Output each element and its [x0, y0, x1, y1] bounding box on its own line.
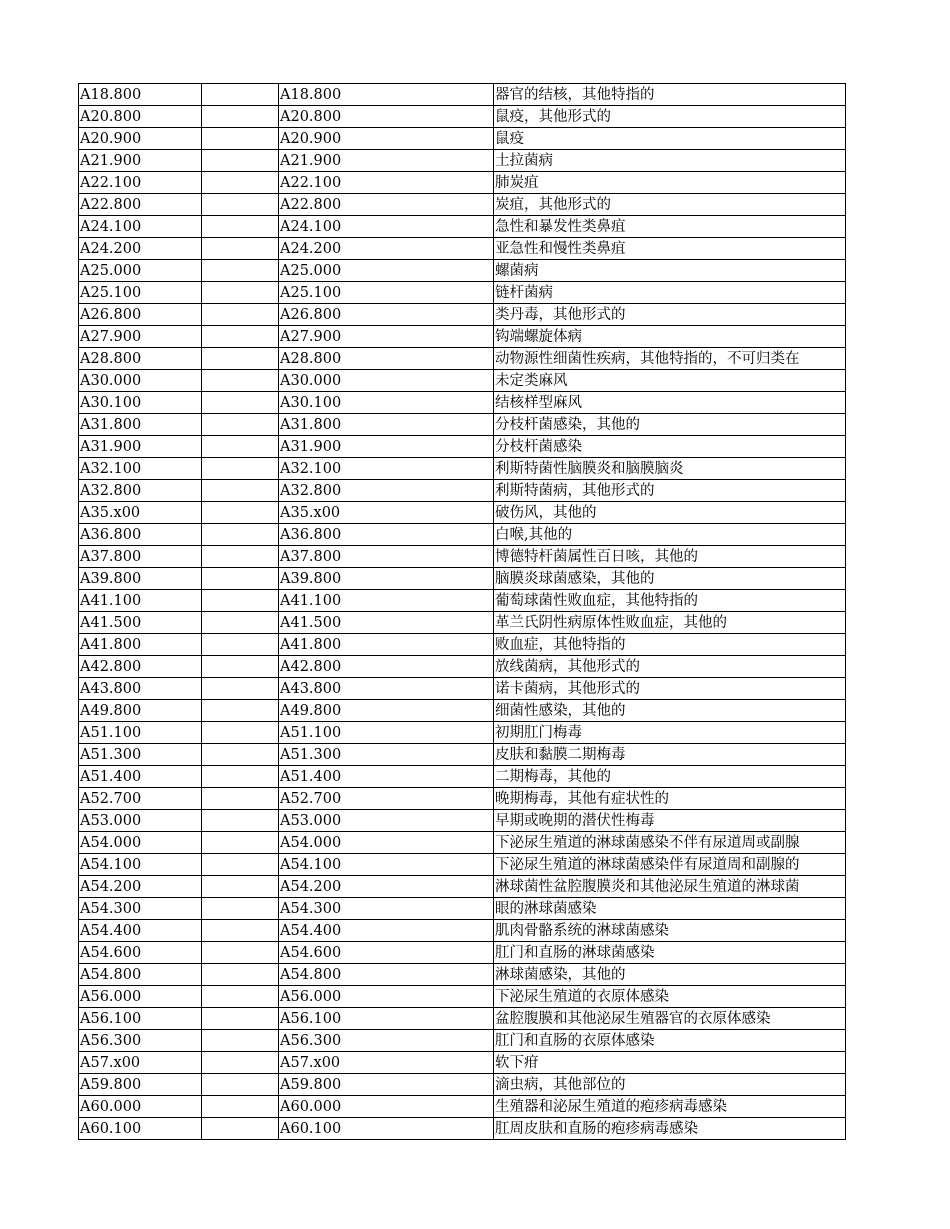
table-row [79, 920, 846, 942]
table-row [79, 634, 846, 656]
mapped-code-cell: A54.000 [279, 832, 494, 854]
blank-cell [202, 436, 279, 458]
source-code-cell: A26.800 [79, 304, 202, 326]
table-row [79, 436, 846, 458]
table-row [79, 216, 846, 238]
mapped-code-cell: A60.000 [279, 1096, 494, 1118]
blank-cell [202, 216, 279, 238]
description-cell: 破伤风，其他的 [494, 502, 846, 524]
mapped-code-cell: A51.300 [279, 744, 494, 766]
blank-cell [202, 744, 279, 766]
source-code-cell: A51.100 [79, 722, 202, 744]
source-code-cell: A54.100 [79, 854, 202, 876]
blank-cell [202, 546, 279, 568]
blank-cell [202, 172, 279, 194]
description-cell: 分枝杆菌感染，其他的 [494, 414, 846, 436]
blank-cell [202, 502, 279, 524]
mapped-code-cell: A56.300 [279, 1030, 494, 1052]
blank-cell [202, 392, 279, 414]
source-code-cell: A20.900 [79, 128, 202, 150]
table-row [79, 172, 846, 194]
blank-cell [202, 282, 279, 304]
mapped-code-cell: A28.800 [279, 348, 494, 370]
blank-cell [202, 194, 279, 216]
description-cell: 二期梅毒，其他的 [494, 766, 846, 788]
description-cell: 肛周皮肤和直肠的疱疹病毒感染 [494, 1118, 846, 1140]
description-cell: 晚期梅毒，其他有症状性的 [494, 788, 846, 810]
table-row [79, 722, 846, 744]
table-row [79, 84, 846, 106]
description-cell: 下泌尿生殖道的淋球菌感染伴有尿道周和副腺的 [494, 854, 846, 876]
blank-cell [202, 920, 279, 942]
mapped-code-cell: A27.900 [279, 326, 494, 348]
blank-cell [202, 370, 279, 392]
table-row [79, 766, 846, 788]
source-code-cell: A57.x00 [79, 1052, 202, 1074]
mapped-code-cell: A20.800 [279, 106, 494, 128]
mapped-code-cell: A54.100 [279, 854, 494, 876]
source-code-cell: A51.400 [79, 766, 202, 788]
description-cell: 炭疽，其他形式的 [494, 194, 846, 216]
source-code-cell: A22.100 [79, 172, 202, 194]
description-cell: 利斯特菌病，其他形式的 [494, 480, 846, 502]
description-cell: 脑膜炎球菌感染，其他的 [494, 568, 846, 590]
description-cell: 亚急性和慢性类鼻疽 [494, 238, 846, 260]
source-code-cell: A59.800 [79, 1074, 202, 1096]
mapped-code-cell: A43.800 [279, 678, 494, 700]
table-row [79, 854, 846, 876]
blank-cell [202, 480, 279, 502]
mapped-code-cell: A41.800 [279, 634, 494, 656]
source-code-cell: A32.800 [79, 480, 202, 502]
blank-cell [202, 238, 279, 260]
description-cell: 滴虫病，其他部位的 [494, 1074, 846, 1096]
source-code-cell: A56.100 [79, 1008, 202, 1030]
source-code-cell: A35.x00 [79, 502, 202, 524]
blank-cell [202, 458, 279, 480]
source-code-cell: A30.100 [79, 392, 202, 414]
table-row [79, 1074, 846, 1096]
table-row [79, 986, 846, 1008]
table-row [79, 282, 846, 304]
table-row [79, 392, 846, 414]
mapped-code-cell: A54.300 [279, 898, 494, 920]
blank-cell [202, 326, 279, 348]
mapped-code-cell: A49.800 [279, 700, 494, 722]
mapped-code-cell: A32.100 [279, 458, 494, 480]
description-cell: 链杆菌病 [494, 282, 846, 304]
source-code-cell: A24.200 [79, 238, 202, 260]
table-row [79, 1118, 846, 1140]
description-cell: 初期肛门梅毒 [494, 722, 846, 744]
source-code-cell: A25.100 [79, 282, 202, 304]
mapped-code-cell: A31.800 [279, 414, 494, 436]
source-code-cell: A37.800 [79, 546, 202, 568]
mapped-code-cell: A31.900 [279, 436, 494, 458]
table-row [79, 502, 846, 524]
description-cell: 肺炭疽 [494, 172, 846, 194]
mapped-code-cell: A53.000 [279, 810, 494, 832]
description-cell: 肛门和直肠的淋球菌感染 [494, 942, 846, 964]
description-cell: 土拉菌病 [494, 150, 846, 172]
mapped-code-cell: A54.800 [279, 964, 494, 986]
blank-cell [202, 260, 279, 282]
table-row [79, 1096, 846, 1118]
table-row [79, 568, 846, 590]
description-cell: 肌肉骨骼系统的淋球菌感染 [494, 920, 846, 942]
source-code-cell: A53.000 [79, 810, 202, 832]
mapped-code-cell: A57.x00 [279, 1052, 494, 1074]
mapped-code-cell: A39.800 [279, 568, 494, 590]
description-cell: 细菌性感染，其他的 [494, 700, 846, 722]
table-row [79, 1052, 846, 1074]
mapped-code-cell: A41.100 [279, 590, 494, 612]
source-code-cell: A36.800 [79, 524, 202, 546]
blank-cell [202, 1096, 279, 1118]
blank-cell [202, 1052, 279, 1074]
blank-cell [202, 788, 279, 810]
blank-cell [202, 678, 279, 700]
mapped-code-cell: A56.000 [279, 986, 494, 1008]
description-cell: 软下疳 [494, 1052, 846, 1074]
mapped-code-cell: A26.800 [279, 304, 494, 326]
mapped-code-cell: A30.000 [279, 370, 494, 392]
table-row [79, 194, 846, 216]
table-row [79, 942, 846, 964]
description-cell: 淋球菌性盆腔腹膜炎和其他泌尿生殖道的淋球菌 [494, 876, 846, 898]
blank-cell [202, 722, 279, 744]
blank-cell [202, 84, 279, 106]
mapped-code-cell: A25.000 [279, 260, 494, 282]
blank-cell [202, 942, 279, 964]
mapped-code-cell: A41.500 [279, 612, 494, 634]
source-code-cell: A54.200 [79, 876, 202, 898]
source-code-cell: A49.800 [79, 700, 202, 722]
table-row [79, 128, 846, 150]
description-cell: 鼠疫，其他形式的 [494, 106, 846, 128]
mapped-code-cell: A18.800 [279, 84, 494, 106]
table-row [79, 458, 846, 480]
mapped-code-cell: A54.600 [279, 942, 494, 964]
source-code-cell: A41.100 [79, 590, 202, 612]
source-code-cell: A25.000 [79, 260, 202, 282]
blank-cell [202, 150, 279, 172]
mapped-code-cell: A36.800 [279, 524, 494, 546]
description-cell: 肛门和直肠的衣原体感染 [494, 1030, 846, 1052]
source-code-cell: A32.100 [79, 458, 202, 480]
blank-cell [202, 964, 279, 986]
source-code-cell: A27.900 [79, 326, 202, 348]
table-row [79, 964, 846, 986]
blank-cell [202, 656, 279, 678]
description-cell: 器官的结核，其他特指的 [494, 84, 846, 106]
description-cell: 动物源性细菌性疾病，其他特指的，不可归类在 [494, 348, 846, 370]
mapped-code-cell: A59.800 [279, 1074, 494, 1096]
code-table [78, 83, 846, 1140]
table-row [79, 546, 846, 568]
blank-cell [202, 876, 279, 898]
source-code-cell: A41.500 [79, 612, 202, 634]
description-cell: 盆腔腹膜和其他泌尿生殖器官的衣原体感染 [494, 1008, 846, 1030]
table-row [79, 744, 846, 766]
description-cell: 未定类麻风 [494, 370, 846, 392]
source-code-cell: A52.700 [79, 788, 202, 810]
description-cell: 下泌尿生殖道的淋球菌感染不伴有尿道周或副腺 [494, 832, 846, 854]
table-row [79, 150, 846, 172]
mapped-code-cell: A51.100 [279, 722, 494, 744]
description-cell: 生殖器和泌尿生殖道的疱疹病毒感染 [494, 1096, 846, 1118]
source-code-cell: A56.000 [79, 986, 202, 1008]
mapped-code-cell: A24.100 [279, 216, 494, 238]
mapped-code-cell: A20.900 [279, 128, 494, 150]
description-cell: 结核样型麻风 [494, 392, 846, 414]
blank-cell [202, 832, 279, 854]
source-code-cell: A54.000 [79, 832, 202, 854]
mapped-code-cell: A51.400 [279, 766, 494, 788]
source-code-cell: A24.100 [79, 216, 202, 238]
description-cell: 早期或晚期的潜伏性梅毒 [494, 810, 846, 832]
description-cell: 放线菌病，其他形式的 [494, 656, 846, 678]
source-code-cell: A51.300 [79, 744, 202, 766]
table-row [79, 876, 846, 898]
table-row [79, 480, 846, 502]
description-cell: 革兰氏阴性病原体性败血症，其他的 [494, 612, 846, 634]
blank-cell [202, 766, 279, 788]
source-code-cell: A54.600 [79, 942, 202, 964]
table-row [79, 700, 846, 722]
description-cell: 眼的淋球菌感染 [494, 898, 846, 920]
source-code-cell: A20.800 [79, 106, 202, 128]
table-row [79, 1008, 846, 1030]
blank-cell [202, 414, 279, 436]
table-row [79, 810, 846, 832]
source-code-cell: A18.800 [79, 84, 202, 106]
mapped-code-cell: A25.100 [279, 282, 494, 304]
description-cell: 败血症，其他特指的 [494, 634, 846, 656]
mapped-code-cell: A54.400 [279, 920, 494, 942]
table-row [79, 1030, 846, 1052]
table-row [79, 788, 846, 810]
table-row [79, 260, 846, 282]
blank-cell [202, 634, 279, 656]
description-cell: 淋球菌感染，其他的 [494, 964, 846, 986]
source-code-cell: A31.800 [79, 414, 202, 436]
source-code-cell: A43.800 [79, 678, 202, 700]
mapped-code-cell: A24.200 [279, 238, 494, 260]
description-cell: 类丹毒，其他形式的 [494, 304, 846, 326]
table-row [79, 238, 846, 260]
table-row [79, 678, 846, 700]
source-code-cell: A22.800 [79, 194, 202, 216]
table-row [79, 524, 846, 546]
blank-cell [202, 106, 279, 128]
description-cell: 博德特杆菌属性百日咳，其他的 [494, 546, 846, 568]
table-row [79, 348, 846, 370]
table-row [79, 414, 846, 436]
blank-cell [202, 1118, 279, 1140]
mapped-code-cell: A22.100 [279, 172, 494, 194]
table-row [79, 656, 846, 678]
description-cell: 下泌尿生殖道的衣原体感染 [494, 986, 846, 1008]
source-code-cell: A60.100 [79, 1118, 202, 1140]
mapped-code-cell: A54.200 [279, 876, 494, 898]
description-cell: 分枝杆菌感染 [494, 436, 846, 458]
table-row [79, 612, 846, 634]
table-row [79, 304, 846, 326]
description-cell: 急性和暴发性类鼻疽 [494, 216, 846, 238]
blank-cell [202, 854, 279, 876]
table-row [79, 106, 846, 128]
description-cell: 鼠疫 [494, 128, 846, 150]
source-code-cell: A60.000 [79, 1096, 202, 1118]
source-code-cell: A54.800 [79, 964, 202, 986]
blank-cell [202, 1008, 279, 1030]
source-code-cell: A41.800 [79, 634, 202, 656]
mapped-code-cell: A35.x00 [279, 502, 494, 524]
blank-cell [202, 898, 279, 920]
table-row [79, 326, 846, 348]
blank-cell [202, 810, 279, 832]
blank-cell [202, 568, 279, 590]
source-code-cell: A39.800 [79, 568, 202, 590]
mapped-code-cell: A52.700 [279, 788, 494, 810]
blank-cell [202, 1030, 279, 1052]
blank-cell [202, 986, 279, 1008]
source-code-cell: A42.800 [79, 656, 202, 678]
description-cell: 利斯特菌性脑膜炎和脑膜脑炎 [494, 458, 846, 480]
blank-cell [202, 128, 279, 150]
blank-cell [202, 304, 279, 326]
blank-cell [202, 590, 279, 612]
description-cell: 葡萄球菌性败血症，其他特指的 [494, 590, 846, 612]
source-code-cell: A30.000 [79, 370, 202, 392]
source-code-cell: A54.400 [79, 920, 202, 942]
source-code-cell: A28.800 [79, 348, 202, 370]
mapped-code-cell: A30.100 [279, 392, 494, 414]
mapped-code-cell: A21.900 [279, 150, 494, 172]
blank-cell [202, 700, 279, 722]
description-cell: 诺卡菌病，其他形式的 [494, 678, 846, 700]
table-row [79, 898, 846, 920]
blank-cell [202, 348, 279, 370]
mapped-code-cell: A37.800 [279, 546, 494, 568]
description-cell: 皮肤和黏膜二期梅毒 [494, 744, 846, 766]
mapped-code-cell: A56.100 [279, 1008, 494, 1030]
description-cell: 螺菌病 [494, 260, 846, 282]
source-code-cell: A21.900 [79, 150, 202, 172]
blank-cell [202, 524, 279, 546]
table-row [79, 370, 846, 392]
table-row [79, 590, 846, 612]
code-table-body [79, 84, 846, 1140]
blank-cell [202, 612, 279, 634]
mapped-code-cell: A22.800 [279, 194, 494, 216]
source-code-cell: A31.900 [79, 436, 202, 458]
mapped-code-cell: A32.800 [279, 480, 494, 502]
mapped-code-cell: A42.800 [279, 656, 494, 678]
description-cell: 钩端螺旋体病 [494, 326, 846, 348]
source-code-cell: A54.300 [79, 898, 202, 920]
description-cell: 白喉,其他的 [494, 524, 846, 546]
blank-cell [202, 1074, 279, 1096]
table-row [79, 832, 846, 854]
mapped-code-cell: A60.100 [279, 1118, 494, 1140]
source-code-cell: A56.300 [79, 1030, 202, 1052]
